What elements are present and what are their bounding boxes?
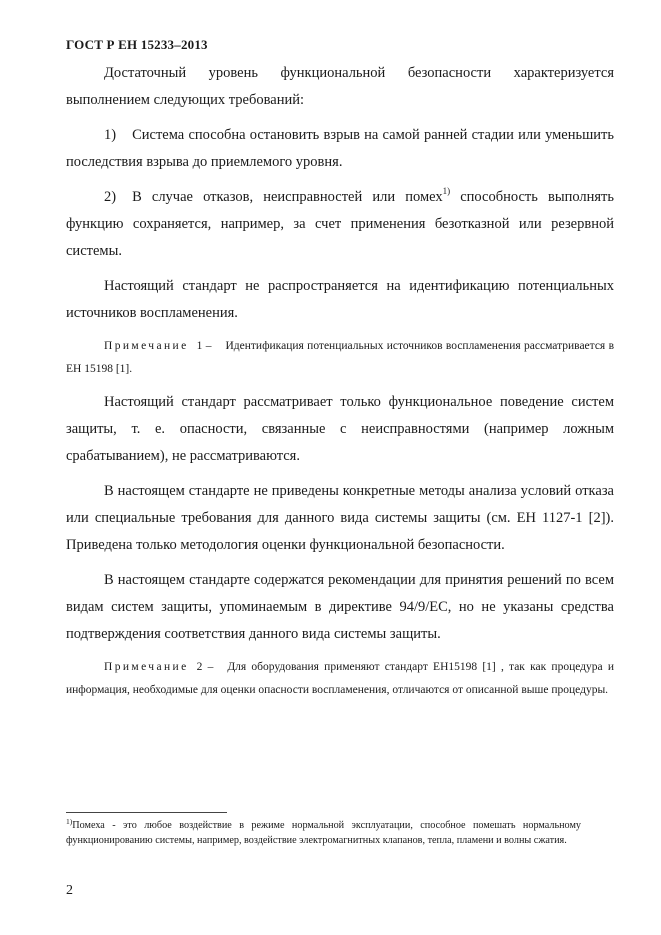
list-item-1-number: 1) <box>104 127 117 143</box>
list-item-1 <box>66 122 614 176</box>
main-content <box>66 60 614 710</box>
footnote-reference: 1) <box>442 186 451 196</box>
list-item-2-text-after: способность выполнять функцию сохраняется, например, за счет применения безотказной или резервной системы. <box>66 189 614 259</box>
paragraph-functional-behavior: Настоящий стандарт рассматривает только функциональное поведение систем защиты, т. е. опасности, связанные с неисправностями (например ложным срабатыванием), не рассматриваются. <box>66 394 614 464</box>
note-2 <box>66 656 614 702</box>
paragraph-recommendations: В настоящем стандарте содержатся рекомендации для принятия решений по всем видам систем защиты, упоминаемым в директиве 94/9/ЕС, но не указаны средства подтверждения соответствия данного вида системы защиты. <box>66 572 614 642</box>
paragraph-scope: Настоящий стандарт не распространяется на идентификацию потенциальных источников воспламенения. <box>66 278 614 321</box>
note-2-number: 2 – <box>196 661 214 673</box>
list-item-2-text-before: В случае отказов, неисправностей или помех <box>132 189 443 205</box>
footnote-text: Помеха - это любое воздействие в режиме нормальной эксплуатации, способное помешать нормальному функционированию системы, например, воздействие электромагнитных клапанов, тепла, пламени и волны сжатия. <box>66 820 581 846</box>
footnote-marker: 1) <box>66 817 73 826</box>
note-2-text: Для оборудования применяют стандарт ЕН15198 [1] , так как процедура и информация, необходимые для оценки опасности воспламенения, отличаются от описанной выше процедуры. <box>66 661 614 696</box>
note-1-label: Примечание <box>104 340 189 352</box>
note-1-number: 1 – <box>196 340 212 352</box>
note-2-label: Примечание <box>104 661 189 673</box>
note-1-text: Идентификация потенциальных источников воспламенения рассматривается в ЕН 15198 [1]. <box>66 340 615 375</box>
list-item-2-number: 2) <box>104 189 117 205</box>
paragraph-intro: Достаточный уровень функциональной безопасности характеризуется выполнением следующих требований: <box>66 65 614 108</box>
list-item-2 <box>66 184 614 265</box>
document-header: ГОСТ Р ЕН 15233–2013 <box>66 37 208 52</box>
paragraph-methods: В настоящем стандарте не приведены конкретные методы анализа условий отказа или специальные требования для данного вида системы защиты (см. ЕН 1127-1 [2]). Приведена только методология оценки функциональной безопасности. <box>66 483 614 553</box>
footnote <box>66 819 581 848</box>
note-1 <box>66 335 614 381</box>
page-number: 2 <box>66 883 73 898</box>
footnote-divider <box>66 812 227 813</box>
list-item-1-text: Система способна остановить взрыв на самой ранней стадии или уменьшить последствия взрыва до приемлемого уровня. <box>66 127 614 170</box>
